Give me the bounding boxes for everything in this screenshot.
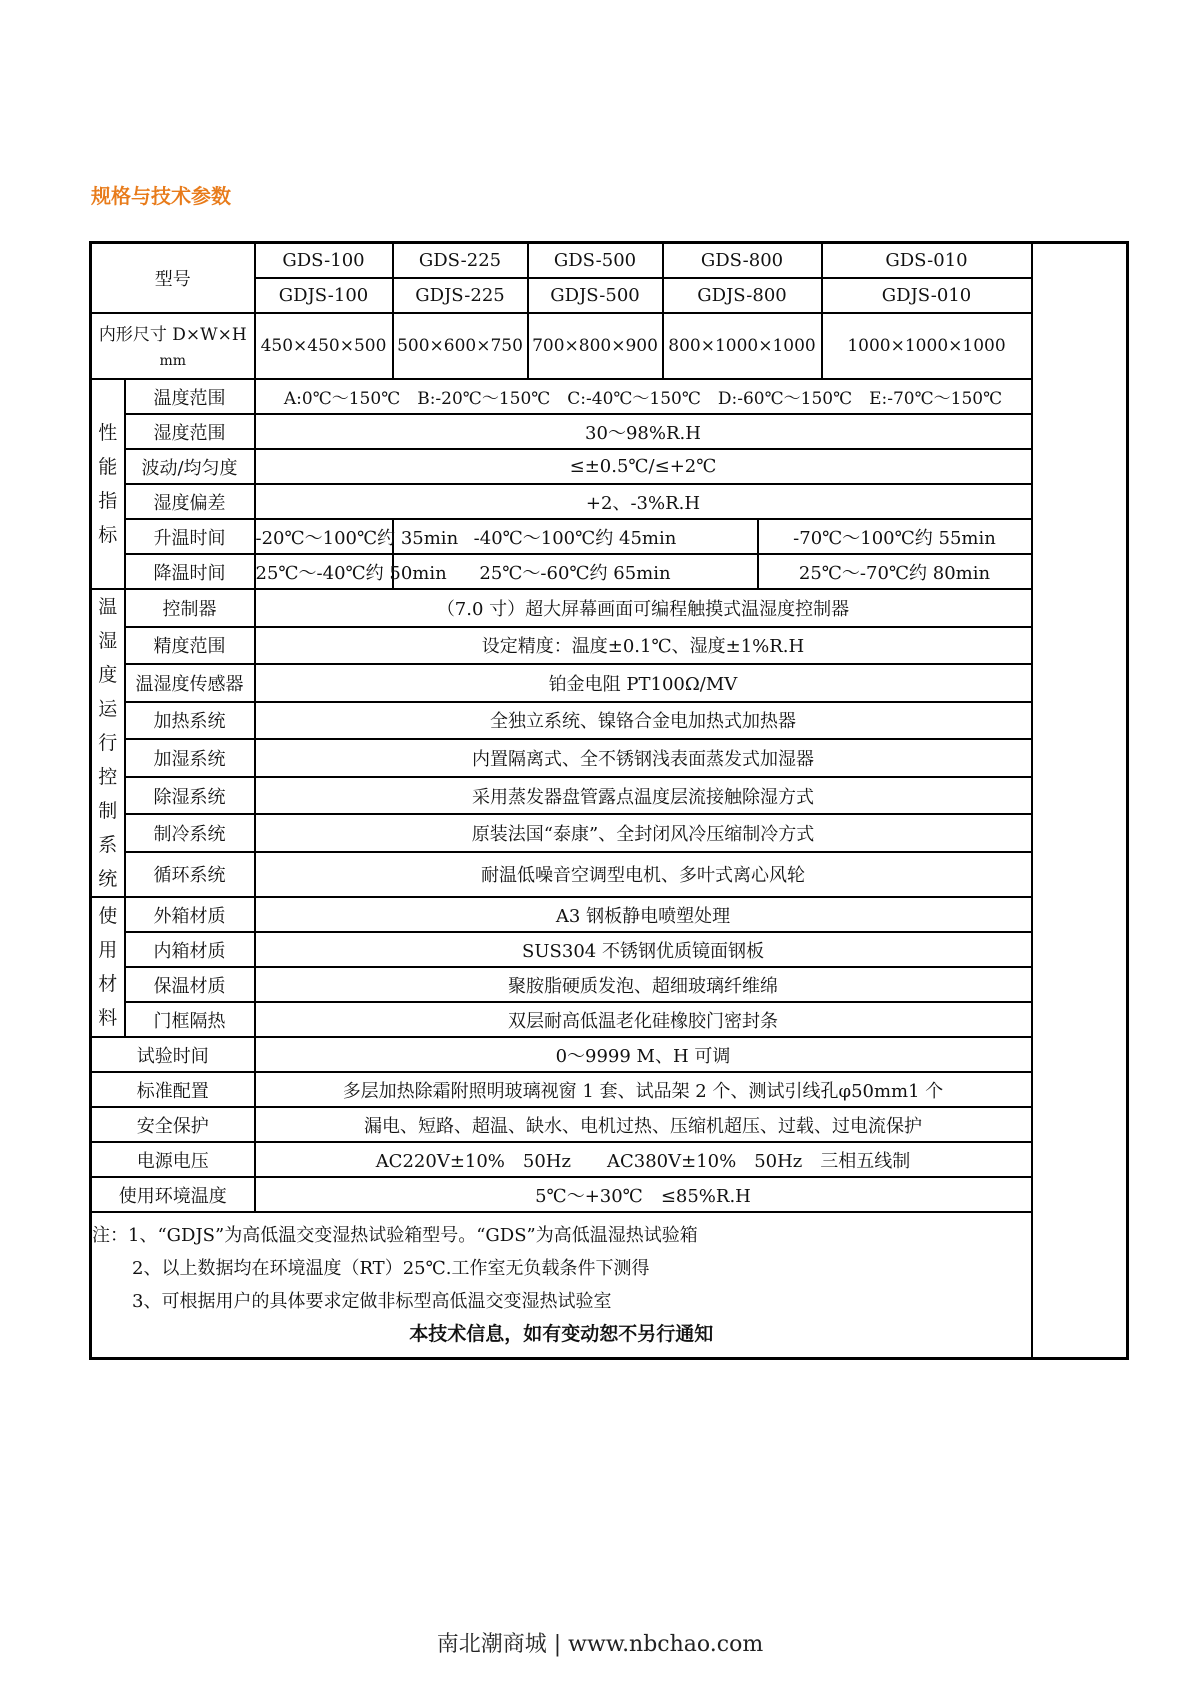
model-gds-5: GDS-010 xyxy=(822,243,1032,279)
cooling-time-label: 降温时间 xyxy=(125,554,255,589)
dimension-value-1: 450×450×500 xyxy=(255,313,393,379)
notice-text: 本技术信息，如有变动恕不另行通知 xyxy=(409,1323,714,1345)
sensor-label: 温湿度传感器 xyxy=(125,664,255,702)
door-seal-row xyxy=(91,1002,1128,1037)
dimension-label: 内形尺寸 D×W×H xyxy=(98,325,247,345)
door-seal-value: 双层耐高低温老化硅橡胶门密封条 xyxy=(255,1002,1032,1037)
dimension-label-cell xyxy=(91,313,255,379)
insulation-row xyxy=(91,967,1128,1002)
note-line-3: 3、可根据用户的具体要求定做非标型高低温交变湿热试验室 xyxy=(132,1291,612,1312)
heating-system-label: 加热系统 xyxy=(125,702,255,740)
standard-config-value: 多层加热除霜附照明玻璃视窗 1 套、试品架 2 个、测试引线孔φ50mm1 个 xyxy=(255,1072,1032,1107)
model-label: 型号 xyxy=(91,243,255,314)
safety-value: 漏电、短路、超温、缺水、电机过热、压缩机超压、过载、过电流保护 xyxy=(255,1107,1032,1142)
ambient-label: 使用环境温度 xyxy=(91,1177,255,1212)
heating-system-value: 全独立系统、镍铬合金电加热式加热器 xyxy=(255,702,1032,740)
model-gdjs-3: GDJS-500 xyxy=(528,278,663,313)
circulation-row xyxy=(91,852,1128,897)
model-row-1 xyxy=(91,243,1128,279)
heating-time-value-2: -40℃～100℃约 45min xyxy=(393,519,758,554)
model-gdjs-2: GDJS-225 xyxy=(393,278,528,313)
humidity-range-value: 30～98%R.H xyxy=(255,414,1032,449)
humidifier-value: 内置隔离式、全不锈钢浅表面蒸发式加湿器 xyxy=(255,739,1032,777)
power-value: AC220V±10% 50Hz AC380V±10% 50Hz 三相五线制 xyxy=(255,1142,1032,1177)
temp-range-value: A:0℃～150℃ B:-20℃～150℃ C:-40℃～150℃ D:-60℃～150℃ E:-70℃～150℃ xyxy=(255,379,1032,414)
humidity-deviation-value: +2、-3%R.H xyxy=(255,484,1032,519)
dehumidifier-value: 采用蒸发器盘管露点温度层流接触除湿方式 xyxy=(255,777,1032,815)
circulation-label: 循环系统 xyxy=(125,852,255,897)
ambient-value: 5℃～+30℃ ≤85%R.H xyxy=(255,1177,1032,1212)
test-time-label: 试验时间 xyxy=(91,1037,255,1072)
humidity-range-label: 湿度范围 xyxy=(125,414,255,449)
notes-row xyxy=(91,1212,1128,1359)
safety-label: 安全保护 xyxy=(91,1107,255,1142)
spec-table xyxy=(89,241,1129,1360)
fluctuation-value: ≤±0.5℃/≤+2℃ xyxy=(255,449,1032,484)
heating-time-value-3: -70℃～100℃约 55min xyxy=(758,519,1032,554)
cooling-time-value-3: 25℃～-70℃约 80min xyxy=(758,554,1032,589)
note-line-2: 2、以上数据均在环境温度（RT）25℃.工作室无负载条件下测得 xyxy=(132,1258,650,1279)
power-label: 电源电压 xyxy=(91,1142,255,1177)
test-time-row xyxy=(91,1037,1128,1072)
dimension-row xyxy=(91,313,1128,379)
materials-group-label xyxy=(91,897,125,1037)
heating-time-label: 升温时间 xyxy=(125,519,255,554)
dimension-value-3: 700×800×900 xyxy=(528,313,663,379)
model-gds-1: GDS-100 xyxy=(255,243,393,279)
control-group-label xyxy=(91,589,125,897)
control-label: 控制器 xyxy=(125,589,255,627)
cooling-time-value-1: 25℃～-40℃约 50min xyxy=(255,554,393,589)
dehumidifier-label: 除湿系统 xyxy=(125,777,255,815)
dimension-unit: mm xyxy=(159,353,187,369)
materials-group-text: 使用材料 xyxy=(98,905,118,1029)
performance-group-label xyxy=(91,379,125,589)
model-gds-2: GDS-225 xyxy=(393,243,528,279)
circulation-value: 耐温低噪音空调型电机、多叶式离心风轮 xyxy=(255,852,1032,897)
precision-value: 设定精度：温度±0.1℃、湿度±1%R.H xyxy=(255,627,1032,665)
dehumidifier-row xyxy=(91,777,1128,815)
dimension-value-2: 500×600×750 xyxy=(393,313,528,379)
model-gds-3: GDS-500 xyxy=(528,243,663,279)
refrigeration-label: 制冷系统 xyxy=(125,814,255,852)
power-row xyxy=(91,1142,1128,1177)
performance-group-text: 性能指标 xyxy=(98,422,118,546)
test-time-value: 0～9999 M、H 可调 xyxy=(255,1037,1032,1072)
heating-time-row xyxy=(91,519,1128,554)
temp-range-label: 温度范围 xyxy=(125,379,255,414)
temp-range-row xyxy=(91,379,1128,414)
notes-cell xyxy=(91,1212,1032,1359)
precision-row xyxy=(91,627,1128,665)
refrigeration-row xyxy=(91,814,1128,852)
outer-material-row xyxy=(91,897,1128,932)
dimension-value-4: 800×1000×1000 xyxy=(663,313,822,379)
standard-config-row xyxy=(91,1072,1128,1107)
inner-material-row xyxy=(91,932,1128,967)
humidity-deviation-row xyxy=(91,484,1128,519)
control-group-text: 温湿度运行控制系统 xyxy=(98,596,118,890)
safety-row xyxy=(91,1107,1128,1142)
fluctuation-row xyxy=(91,449,1128,484)
standard-config-label: 标准配置 xyxy=(91,1072,255,1107)
heating-time-value-1: -20℃～100℃约 35min xyxy=(255,519,393,554)
sensor-row xyxy=(91,664,1128,702)
model-gdjs-4: GDJS-800 xyxy=(663,278,822,313)
model-gdjs-1: GDJS-100 xyxy=(255,278,393,313)
heating-system-row xyxy=(91,702,1128,740)
insulation-label: 保温材质 xyxy=(125,967,255,1002)
model-gdjs-5: GDJS-010 xyxy=(822,278,1032,313)
fluctuation-label: 波动/均匀度 xyxy=(125,449,255,484)
control-row xyxy=(91,589,1128,627)
cooling-time-row xyxy=(91,554,1128,589)
insulation-value: 聚胺脂硬质发泡、超细玻璃纤维绵 xyxy=(255,967,1032,1002)
humidity-deviation-label: 湿度偏差 xyxy=(125,484,255,519)
door-seal-label: 门框隔热 xyxy=(125,1002,255,1037)
humidifier-label: 加湿系统 xyxy=(125,739,255,777)
control-value: （7.0 寸）超大屏幕画面可编程触摸式温湿度控制器 xyxy=(255,589,1032,627)
precision-label: 精度范围 xyxy=(125,627,255,665)
ambient-row xyxy=(91,1177,1128,1212)
outer-material-value: A3 钢板静电喷塑处理 xyxy=(255,897,1032,932)
page-title: 规格与技术参数 xyxy=(91,184,231,208)
inner-material-value: SUS304 不锈钢优质镜面钢板 xyxy=(255,932,1032,967)
cooling-time-value-2: 25℃～-60℃约 65min xyxy=(393,554,758,589)
outer-material-label: 外箱材质 xyxy=(125,897,255,932)
model-gds-4: GDS-800 xyxy=(663,243,822,279)
inner-material-label: 内箱材质 xyxy=(125,932,255,967)
note-line-1: 注：1、“GDJS”为高低温交变湿热试验箱型号。“GDS”为高低温湿热试验箱 xyxy=(92,1225,698,1246)
humidity-range-row xyxy=(91,414,1128,449)
footer-text: 南北潮商城 | www.nbchao.com xyxy=(436,1632,764,1657)
dimension-value-5: 1000×1000×1000 xyxy=(822,313,1032,379)
sensor-value: 铂金电阻 PT100Ω/MV xyxy=(255,664,1032,702)
humidifier-row xyxy=(91,739,1128,777)
refrigeration-value: 原装法国“泰康”、全封闭风冷压缩制冷方式 xyxy=(255,814,1032,852)
